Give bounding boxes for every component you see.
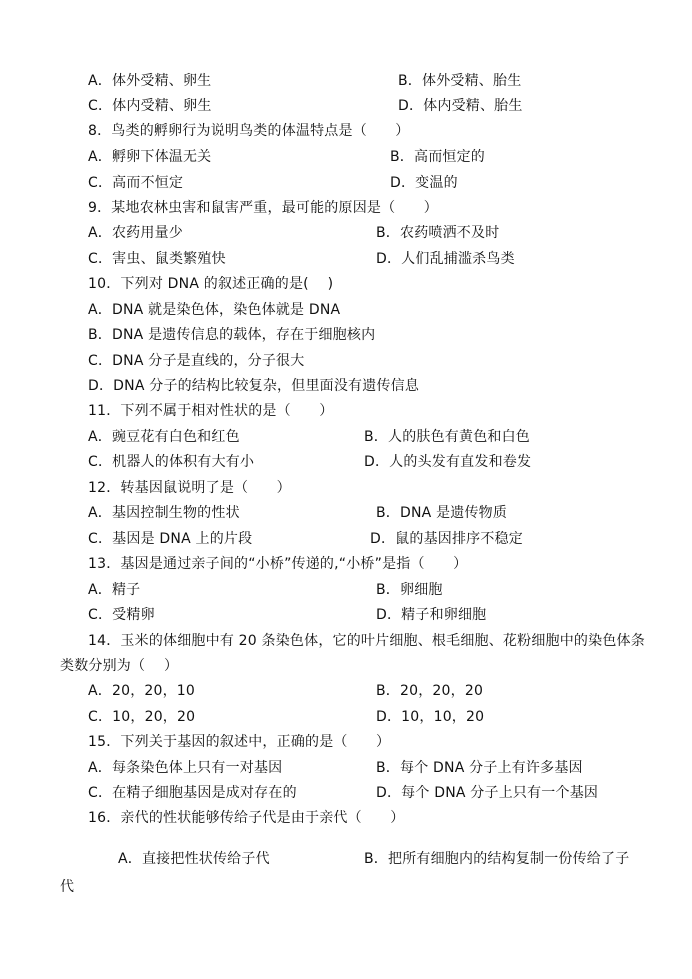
q15-option-d: D．每个 DNA 分子上只有一个基因 [376,785,599,801]
q14-option-c: C．10，20，20 [88,709,196,725]
q16-option-b: B．把所有细胞内的结构复制一份传给了子 [364,851,630,867]
q9-option-d: D．人们乱捕滥杀鸟类 [376,251,515,267]
q7-option-b: B．体外受精、胎生 [398,73,522,89]
q7-option-c: C．体内受精、卵生 [88,98,212,114]
q16-stem: 16．亲代的性状能够传给子代是由于亲代（ ） [88,810,405,826]
q14-option-a: A．20，20，10 [88,683,196,699]
q8-option-d: D．变温的 [390,175,458,191]
q14-stem-line-1: 14．玉米的体细胞中有 20 条染色体，它的叶片细胞、根毛细胞、花粉细胞中的染色体条 [88,633,645,649]
q9-option-b: B．农药喷洒不及时 [376,225,500,241]
q11-option-d: D．人的头发有直发和卷发 [364,454,532,470]
q10-option-c: C．DNA 分子是直线的，分子很大 [88,353,305,369]
q11-option-c: C．机器人的体积有大有小 [88,454,255,470]
q12-option-c: C．基因是 DNA 上的片段 [88,531,253,547]
q16-option-b-wrap: 代 [60,879,75,895]
q13-option-d: D．精子和卵细胞 [376,607,487,623]
q9-option-a: A．农药用量少 [88,225,183,241]
q13-option-a: A．精子 [88,582,141,598]
q15-option-a: A．每条染色体上只有一对基因 [88,760,283,776]
q10-option-b: B．DNA 是遗传信息的载体，存在于细胞核内 [88,327,376,343]
q8-option-b: B．高而恒定的 [390,149,486,165]
q10-option-d: D．DNA 分子的结构比较复杂，但里面没有遗传信息 [88,378,420,394]
q14-option-b: B．20，20，20 [376,683,484,699]
q14-option-d: D．10，10，20 [376,709,485,725]
q13-option-c: C．受精卵 [88,607,155,623]
q12-stem: 12．转基因鼠说明了是（ ） [88,480,291,496]
q9-option-c: C．害虫、鼠类繁殖快 [88,251,226,267]
q16-option-a: A．直接把性状传给子代 [118,851,270,867]
q9-stem: 9．某地农林虫害和鼠害严重，最可能的原因是（ ） [88,200,438,216]
q13-option-b: B．卵细胞 [376,582,443,598]
q10-stem: 10．下列对 DNA 的叙述正确的是( ) [88,276,334,292]
q7-option-d: D．体内受精、胎生 [398,98,523,114]
q11-stem: 11．下列不属于相对性状的是（ ） [88,403,334,419]
q13-stem: 13．基因是通过亲子间的“小桥”传递的,“小桥”是指（ ） [88,556,468,572]
q14-stem-line-2: 类数分别为（ ） [60,658,179,674]
q7-option-a: A．体外受精、卵生 [88,73,212,89]
q8-stem: 8．鸟类的孵卵行为说明鸟类的体温特点是（ ） [88,123,410,139]
q11-option-b: B．人的肤色有黄色和白色 [364,429,531,445]
q12-option-b: B．DNA 是遗传物质 [376,505,508,521]
q15-stem: 15．下列关于基因的叙述中，正确的是（ ） [88,734,391,750]
q8-option-c: C．高而不恒定 [88,175,184,191]
q11-option-a: A．豌豆花有白色和红色 [88,429,240,445]
q8-option-a: A．孵卵下体温无关 [88,149,212,165]
q10-option-a: A．DNA 就是染色体，染色体就是 DNA [88,302,341,318]
q12-option-a: A．基因控制生物的性状 [88,505,240,521]
q15-option-c: C．在精子细胞基因是成对存在的 [88,785,297,801]
q12-option-d: D．鼠的基因排序不稳定 [370,531,523,547]
q15-option-b: B．每个 DNA 分子上有许多基因 [376,760,583,776]
